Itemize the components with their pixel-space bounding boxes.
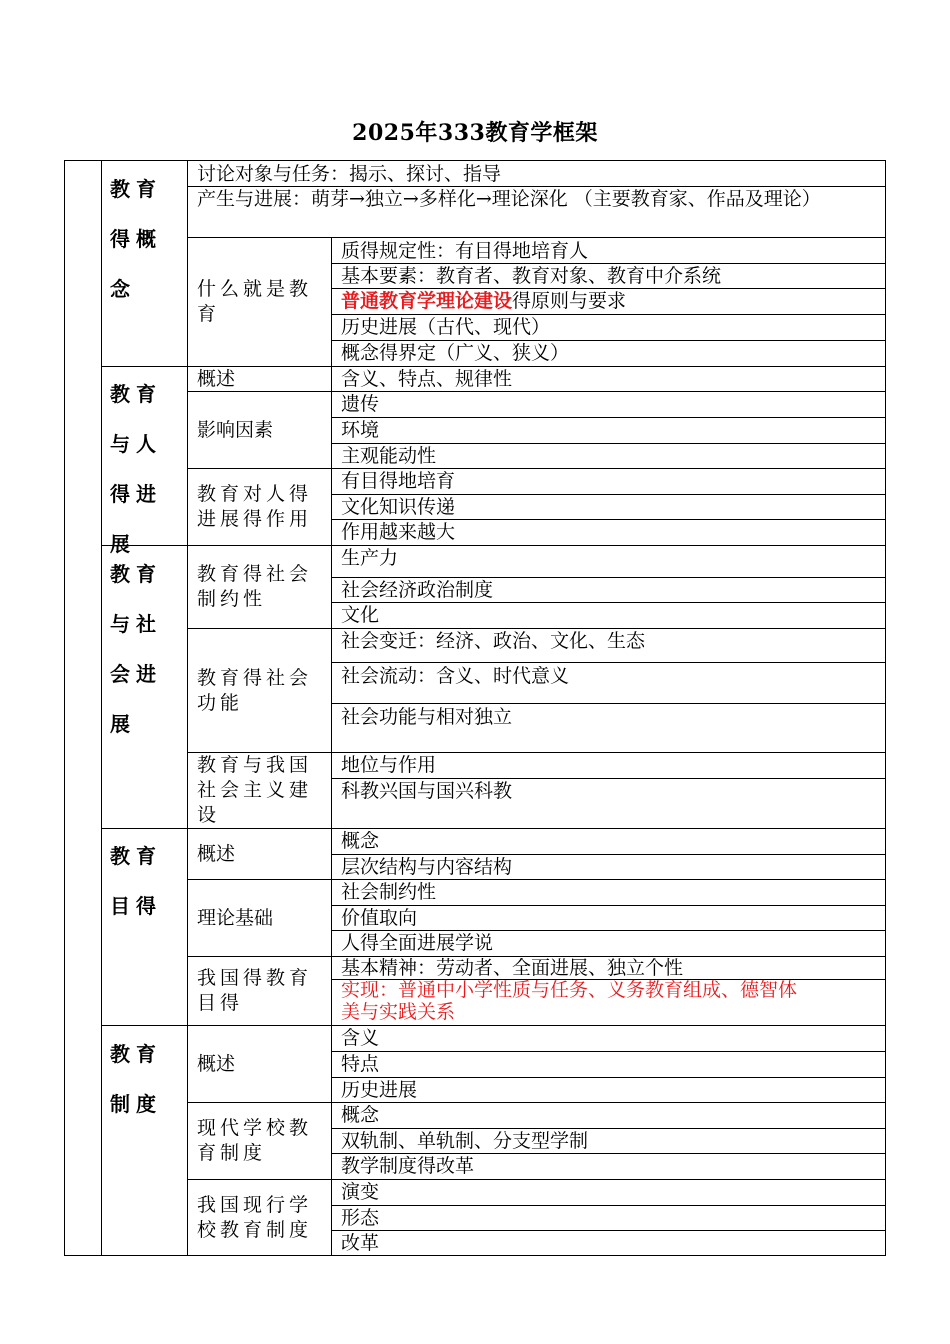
table-cell: 含义 (341, 1027, 380, 1049)
table-cell (341, 288, 626, 314)
subsection-label: 概述 (197, 368, 236, 390)
section-label: 教育目得 (110, 844, 162, 918)
subsection-label: 什么就是教育 (197, 278, 313, 325)
table-cell: 环境 (341, 419, 380, 441)
table-cell: 社会功能与相对独立 (341, 706, 513, 728)
table-cell: 概念得界定（广义、狭义） (341, 342, 570, 364)
subsection-label: 教育对人得进展得作用 (197, 483, 313, 530)
subsection-label: 影响因素 (197, 419, 274, 441)
highlighted-text: 普通教育学理论建设 (341, 290, 513, 312)
table-cell: 社会经济政治制度 (341, 579, 494, 601)
highlighted-cell-line: 实现：普通中小学性质与任务、义务教育组成、德智体 (341, 979, 798, 1001)
table-cell: 价值取向 (341, 907, 418, 929)
subsection-label: 教育得社会功能 (197, 667, 313, 714)
table-cell: 层次结构与内容结构 (341, 856, 513, 878)
table-cell: 基本要素：教育者、教育对象、教育中介系统 (341, 265, 722, 287)
table-cell: 质得规定性：有目得地培育人 (341, 240, 589, 262)
table-cell: 历史进展（古代、现代） (341, 316, 551, 338)
highlighted-cell-line: 美与实践关系 (341, 1001, 456, 1023)
subsection-label: 我国得教育目得 (197, 967, 313, 1014)
subsection-label: 教育与我国社会主义建设 (197, 754, 313, 826)
table-cell: 地位与作用 (341, 754, 437, 776)
document-title: 2025年333教育学框架 (352, 120, 598, 146)
subsection-label: 现代学校教育制度 (197, 1117, 313, 1164)
table-cell: 改革 (341, 1232, 380, 1254)
table-cell: 双轨制、单轨制、分支型学制 (341, 1130, 589, 1152)
subsection-label: 概述 (197, 1053, 236, 1075)
table-cell: 历史进展 (341, 1079, 418, 1101)
table-cell: 演变 (341, 1181, 380, 1203)
table-cell: 文化 (341, 604, 380, 626)
table-cell: 社会流动：含义、时代意义 (341, 665, 570, 687)
table-cell: 教学制度得改革 (341, 1155, 475, 1177)
section-label: 教育与人得进展 (110, 382, 162, 556)
table-cell: 作用越来越大 (341, 521, 456, 543)
subsection-label: 理论基础 (197, 907, 274, 929)
table-cell: 生产力 (341, 547, 399, 569)
subsection-label: 概述 (197, 843, 236, 865)
table-cell: 形态 (341, 1207, 380, 1229)
section-label: 教育制度 (110, 1042, 162, 1116)
table-cell: 基本精神：劳动者、全面进展、独立个性 (341, 957, 684, 979)
table-cell: 遗传 (341, 393, 380, 415)
text-span: 得原则与要求 (512, 290, 627, 312)
table-cell: 特点 (341, 1053, 380, 1075)
table-cell: 科教兴国与国兴科教 (341, 780, 513, 802)
table-cell: 含义、特点、规律性 (341, 368, 513, 390)
subsection-label: 我国现行学校教育制度 (197, 1194, 313, 1241)
table-cell: 人得全面进展学说 (341, 932, 494, 954)
table-cell: 有目得地培育 (341, 470, 456, 492)
table-cell: 文化知识传递 (341, 496, 456, 518)
table-cell: 主观能动性 (341, 445, 437, 467)
table-cell: 产生与进展：萌芽→独立→多样化→理论深化 （主要教育家、作品及理论） (197, 188, 821, 210)
table-cell: 讨论对象与任务：揭示、探讨、指导 (197, 163, 502, 185)
section-label: 教育与社会进展 (110, 562, 162, 736)
table-cell: 概念 (341, 1104, 380, 1126)
subsection-label: 教育得社会制约性 (197, 563, 313, 610)
table-cell: 概念 (341, 830, 380, 852)
table-cell: 社会变迁：经济、政治、文化、生态 (341, 630, 646, 652)
section-label: 教育得概念 (110, 177, 162, 301)
table-cell: 社会制约性 (341, 881, 437, 903)
